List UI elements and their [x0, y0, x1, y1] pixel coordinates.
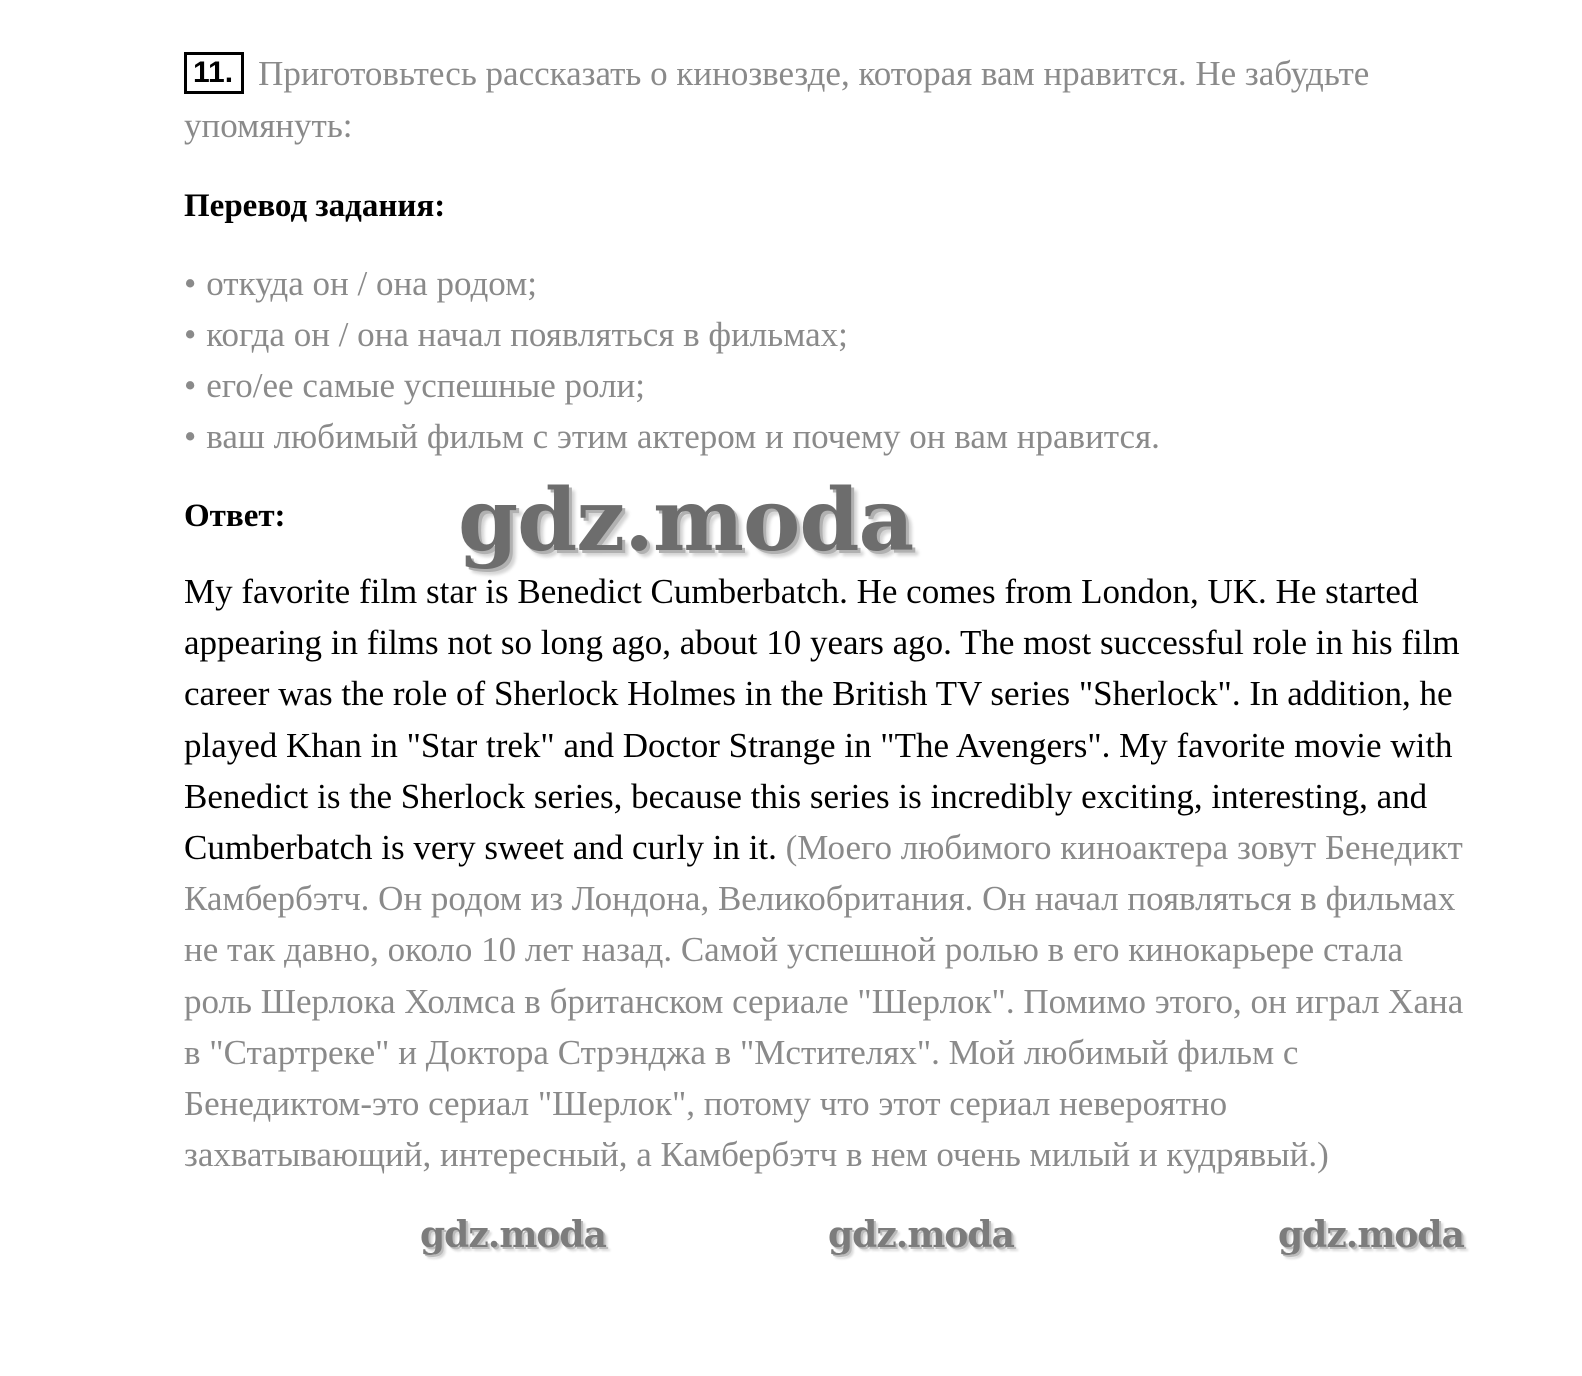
- task-number: 11.: [184, 52, 244, 94]
- watermark-logo: gdz.moda: [458, 470, 914, 571]
- bullet-item: • ваш любимый фильм с этим актером и почему он вам нравится.: [184, 411, 1160, 462]
- answer-heading: Ответ:: [184, 498, 286, 534]
- bullet-item: • когда он / она начал появляться в фильмах;: [184, 309, 1160, 360]
- watermark-footer: gdz.moda: [420, 1214, 606, 1256]
- translation-heading: Перевод задания:: [184, 188, 446, 224]
- bullet-item: • откуда он / она родом;: [184, 258, 1160, 309]
- task-header: [184, 48, 1404, 152]
- task-bullet-list: [184, 258, 1160, 462]
- watermark-footer: gdz.moda: [828, 1214, 1014, 1256]
- watermark-footer: gdz.moda: [1278, 1214, 1464, 1256]
- bullet-item: • его/ее самые успешные роли;: [184, 360, 1160, 411]
- answer-body: [184, 566, 1474, 1180]
- answer-english: My favorite film star is Benedict Cumberbatch. He comes from London, UK. He started appearing in films not so long ago, about 10 years ago. The most successful role in his film career was the role of Sherlock Holmes in the British TV series "Sherlock". In addition, he played Khan in "Star trek" and Doctor Strange in "The Avengers". My favorite movie with Benedict is the Sherlock series, because this series is incredibly exciting, interesting, and Cumberbatch is very sweet and curly in it.: [184, 572, 1460, 868]
- answer-russian: (Моего любимого киноактера зовут Бенедикт Камбербэтч. Он родом из Лондона, Великобритания. Он начал появляться в фильмах не так давно, около 10 лет назад. Самой успешной ролью в его кинокарьере стала роль Шерлока Холмса в британском сериале "Шерлок". Помимо этого, он играл Хана в "Стартреке" и Доктора Стрэнджа в "Мстителях". Мой любимый фильм с Бенедиктом-это сериал "Шерлок", потому что этот сериал невероятно захватывающий, интересный, а Камбербэтч в нем очень милый и кудрявый.): [184, 828, 1464, 1175]
- task-text: Приготовьтесь рассказать о кинозвезде, которая вам нравится. Не забудьте упомянуть:: [184, 54, 1370, 145]
